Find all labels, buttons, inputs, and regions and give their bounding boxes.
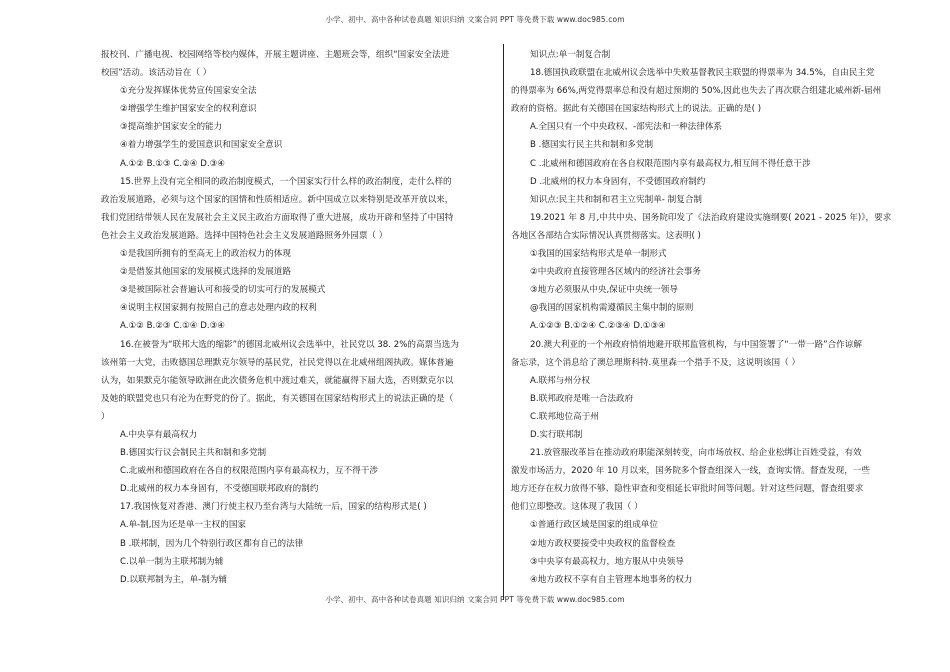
text-line: B.联邦政府是唯一合法政府 xyxy=(530,393,634,404)
text-line: ④着力增强学生的爱国意识和国家安全意识 xyxy=(120,140,283,151)
text-line: 他们立即整改。这体现了我国（ ） xyxy=(511,502,643,513)
text-line: ①我国的国家结构形式是单一制形式 xyxy=(530,249,667,260)
text-line: A.中央享有最高权力 xyxy=(120,429,198,440)
text-line: 知识点:民主共和制和君主立宪制单- 制复合制 xyxy=(530,194,703,205)
text-line: 20.澳大利亚的一个州政府悄悄地避开联邦监管机构，与中国签署了“一带一路”合作谅解 xyxy=(530,339,862,350)
text-line: 21.放管服改革旨在推动政府职能深刻转变，向市场放权、给企业松绑让百姓受益，有效 xyxy=(530,448,862,459)
text-line: A.联邦与州分权 xyxy=(530,375,591,386)
text-line: A.单-制,因为还是单一主权的国家 xyxy=(120,520,247,531)
text-line: B .德国实行民主共和制和多党制 xyxy=(530,140,654,151)
text-line: B.德国实行议会制民主共和制和多党制 xyxy=(120,448,267,459)
text-line: ②增强学生维护国家安全的权利意识 xyxy=(120,104,257,115)
text-line: 校园”活动。该活动旨在（ ） xyxy=(101,68,212,79)
text-line: 政府的资格。据此有关德国在国家结构形式上的说法。正确的是( ) xyxy=(511,104,762,115)
text-line: D.北威州的权力本身固有，不受德国联邦政府的制约 xyxy=(120,484,319,495)
text-line: A.①②③ B.①②④ C.②③④ D.①③④ xyxy=(530,321,666,332)
text-line: 17.我国恢复对香港、澳门行使主权乃至台湾与大陆统一后，国家的结构形式是( ) xyxy=(120,502,427,513)
text-line: A.①② B.②③ C.①④ D.③④ xyxy=(120,321,225,332)
text-line: 及她的联盟党也只有沦为在野党的份了。据此，有关德国在国家结构形式上的说法正确的是（ xyxy=(101,393,454,404)
text-line: 我们党团结带领人民在发展社会主义民主政治方面取得了重大进展，成功开辟和坚持了中国特 xyxy=(101,212,454,223)
page-footer: 小学、初中、高中各种试卷真题 知识归纳 文案合同 PPT 等免费下载 www.doc985.com xyxy=(325,595,625,604)
text-line: ④说明主权国家拥有按照自己的意志处理内政的权利 xyxy=(120,303,317,314)
text-line: D .北威州的权力本身固有，不受德国政府制约 xyxy=(530,176,706,187)
text-line: 的得票率为 66%,两党得票率总和没有超过预期的 50%,因此也失去了再次联合组建北威州新-届州 xyxy=(511,86,882,97)
text-line: D.实行联邦制 xyxy=(530,429,583,440)
page-header: 小学、初中、高中各种试卷真题 知识归纳 文案合同 PPT 等免费下载 www.doc985.com xyxy=(325,15,625,24)
text-line: A.①② B.①③ C.②④ D.③④ xyxy=(120,158,225,169)
text-line: ②是借鉴其他国家的发展模式选择的发展道路 xyxy=(120,267,291,278)
text-line: 15.世界上没有完全相同的政治制度模式，一个国家实行什么样的政治制度，走什么样的 xyxy=(120,176,452,187)
left-column xyxy=(101,46,493,589)
text-line: 报校刊、广播电视、校园网络等校内媒体，开展主题讲座、主题班会等，组织“国家安全法进 xyxy=(101,50,450,60)
text-line: ①充分发挥媒体优势宣传国家安全法 xyxy=(120,86,257,97)
text-line: ②中央政府直接管理各区域内的经济社会事务 xyxy=(530,267,701,278)
text-line: C.以单一制为主联邦制为辅 xyxy=(120,556,224,567)
text-line: ） xyxy=(101,411,110,422)
text-line: 16.在被誉为“联邦大选的缩影”的德国北威州议会选举中，社民党以 38. 2%的高票当选为 xyxy=(120,339,459,350)
text-line: 备忘录，这个消息给了澳总理斯科特.莫里森一个措手不及，这说明该国（ ） xyxy=(511,357,801,368)
text-line: 认为，如果默克尔能领导欧洲在此次债务危机中渡过难关，就能赢得下届大选，否则默克尔以 xyxy=(101,375,454,386)
text-line: 激发市场活力，2020 年 10 月以来，国务院多个督查组深入一线，查询实情。督查发现，一些 xyxy=(511,466,870,477)
text-line: 色社会主义政治发展道路。选择中国特色社会主义发展道路照务外园票（ ） xyxy=(101,230,388,241)
text-line: 各地区各部结合实际情况认真贯彻落实。这表明( ) xyxy=(511,230,701,241)
text-line: ③地方必须服从中央,保证中央统一领导 xyxy=(530,285,678,296)
text-line: ③提高维护国家安全的能力 xyxy=(120,122,223,133)
text-line: 19.2021 年 8 月,中共中央、国务院印发了《法治政府建设实施纲要( 2021 - 2025 年)》，要求 xyxy=(530,212,892,223)
text-line: ③中央享有最高权力，地方服从中央领导 xyxy=(530,556,684,567)
text-line: ④地方政权不享有自主管理本地事务的权力 xyxy=(530,574,693,585)
text-line: 知识点:单一制复合制 xyxy=(530,50,611,60)
text-line: 18.德国执政联盟在北威州议会选举中失败基督教民主联盟的得票率为 34.5%，自由民主党 xyxy=(530,68,875,79)
text-line: ②地方政权要接受中央政权的监督检查 xyxy=(530,538,676,549)
text-line: C .北威州和德国政府在各自权限范围内享有最高权力,相互间不得任意干涉 xyxy=(530,158,811,169)
text-line: C.北威州和德国政府在各自的权限范围内享有最高权力，互不得干涉 xyxy=(120,466,378,477)
text-line: 地方还存在权力放得不够、隐性审查和变相延长审批时间等问题。针对这些问题，督查组要求 xyxy=(511,484,864,495)
text-line: 政治发展道路，必须与这个国家的国情和性质相适应。新中国成立以来特别是改革开放以来， xyxy=(101,194,454,205)
text-line: ①是我国所拥有的至高无上的政治权力的体现 xyxy=(120,249,291,260)
right-column xyxy=(511,46,910,589)
text-line: A.全国只有一个中央政权、-部宪法和一种法律体系 xyxy=(530,122,723,133)
text-line: B .联邦制，因为几个特别行政区都有自己的法律 xyxy=(120,538,304,549)
text-line: 该州第一大党，击败德国总理默克尔领导的基民党，社民党得以在北威州组阁执政。媒体普遍 xyxy=(101,357,454,368)
text-line: D.以联邦制为主，单-制为辅 xyxy=(120,574,227,585)
text-line: ③是被国际社会普遍认可和接受的切实可行的发展模式 xyxy=(120,285,326,296)
text-line: @我国的国家机构需遵循民主集中制的原则 xyxy=(530,303,694,314)
text-line: ①普通行政区域是国家的组成单位 xyxy=(530,520,659,531)
text-line: C.联邦地位高于州 xyxy=(530,411,599,422)
column-divider xyxy=(503,44,504,600)
